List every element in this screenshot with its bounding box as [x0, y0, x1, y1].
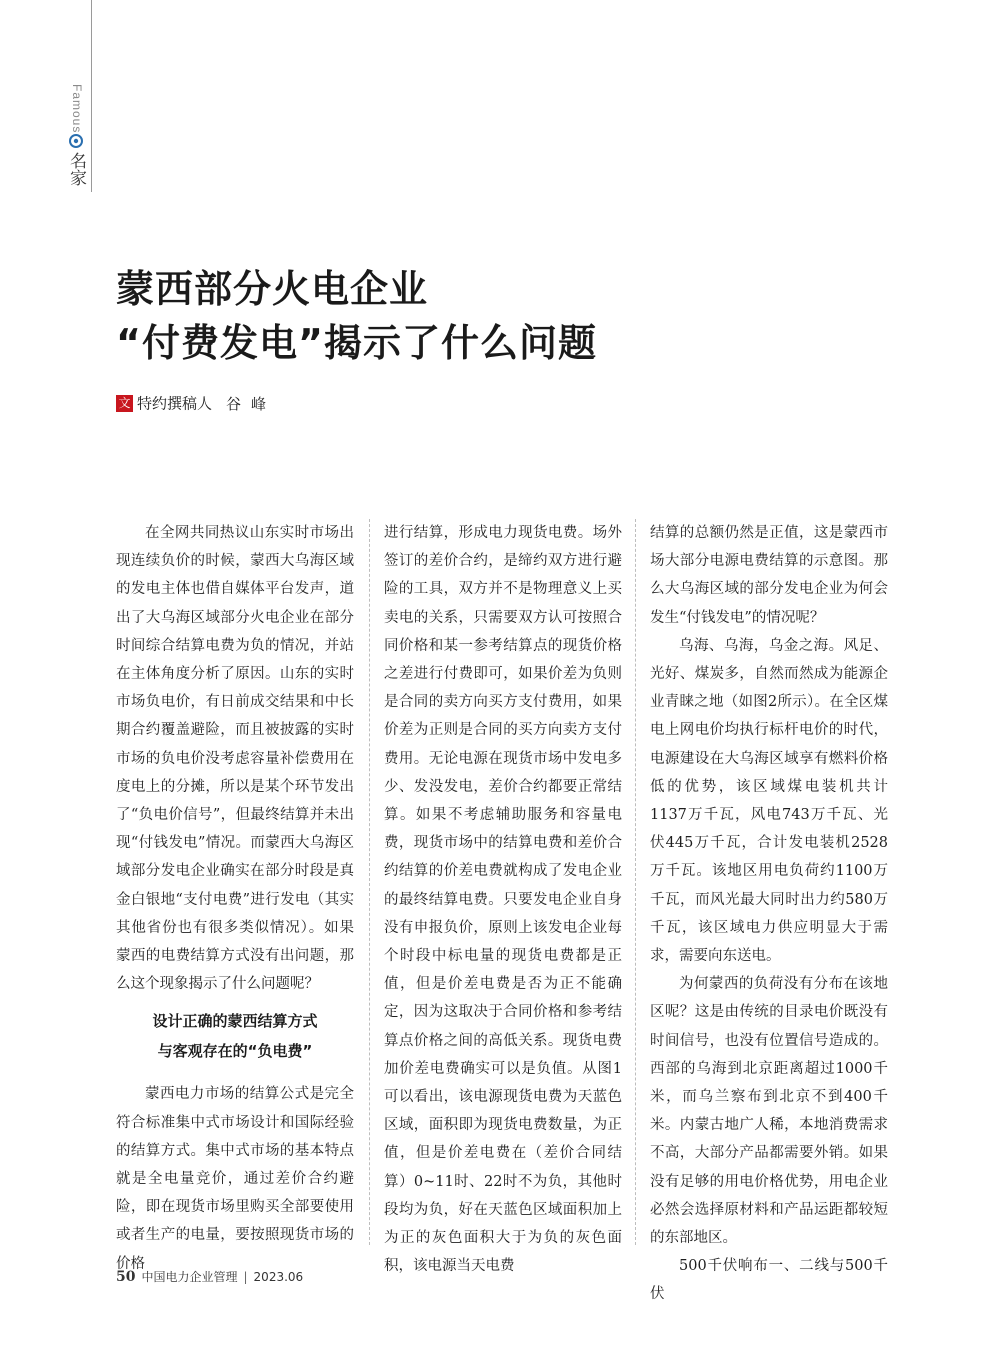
text-column-3	[650, 519, 888, 1309]
article-title	[116, 262, 597, 370]
text-column-2	[384, 519, 622, 1280]
sidebar-chinese-label: 名家	[66, 152, 86, 186]
article-title-line2: “付费发电”揭示了什么问题	[116, 321, 597, 365]
section-heading	[116, 1006, 354, 1066]
section-sidebar	[66, 78, 86, 198]
page-number: 50	[116, 1269, 136, 1285]
body-paragraph: 为何蒙西的负荷没有分布在该地区呢？这是由传统的目录电价既没有时间信号，也没有位置信号造成的。西部的乌海到北京距离超过1000千米，而乌兰察布到北京不到400千米。内蒙古地广人稀，本地消费需求不高，大部分产品都需要外销。如果没有足够的用电价格优势，用电企业必然会选择原材料和产品运距都较短的东部地区。	[650, 976, 888, 1247]
footer-separator: |	[243, 1270, 248, 1284]
section-logo-icon	[69, 134, 83, 148]
publication-name: 中国电力企业管理	[141, 1270, 238, 1284]
margin-rule	[91, 0, 92, 192]
section-heading-line2: 与客观存在的“负电费”	[157, 1042, 313, 1061]
byline-mark: 文	[116, 395, 133, 412]
text-column-1	[116, 519, 354, 1278]
sidebar-english-label: Famous	[70, 84, 84, 134]
byline-role: 特约撰稿人	[137, 394, 213, 413]
body-paragraph: 蒙西电力市场的结算公式是完全符合标准集中式市场设计和国际经验的结算方式。集中式市场的基本特点就是全电量竞价，通过差价合约避险，即在现货市场里购买全部要使用或者生产的电量，要按照现货市场的价格	[116, 1086, 354, 1272]
column-divider	[369, 519, 370, 1245]
issue-date: 2023.06	[253, 1270, 304, 1284]
body-paragraph: 在全网共同热议山东实时市场出现连续负价的时候，蒙西大乌海区域的发电主体也借自媒体平台发声，道出了大乌海区域部分火电企业在部分时间综合结算电费为负的情况，并站在主体角度分析了原因。山东的实时市场负电价，有日前成交结果和中长期合约覆盖避险，而且被披露的实时市场的负电价没考虑容量补偿费用在度电上的分摊，所以是某个环节发出了“负电价信号”，但最终结算并未出现“付钱发电”情况。而蒙西大乌海区域部分发电企业确实在部分时段是真金白银地“支付电费”进行发电（其实其他省份也有很多类似情况）。如果蒙西的电费结算方式没有出问题，那么这个现象揭示了什么问题呢？	[116, 525, 354, 993]
body-paragraph: 进行结算，形成电力现货电费。场外签订的差价合约，是缔约双方进行避险的工具，双方并不是物理意义上买卖电的关系，只需要双方认可按照合同价格和某一参考结算点的现货价格之差进行付费即可，如果价差为负则是合同的卖方向买方支付费用，如果价差为正则是合同的买方向卖方支付费用。无论电源在现货市场中发电多少、发没发电，差价合约都要正常结算。如果不考虑辅助服务和容量电费，现货市场中的结算电费和差价合约结算的价差电费就构成了发电企业的最终结算电费。只要发电企业自身没有申报负价，原则上该发电企业每个时段中标电量的现货电费都是正值，但是价差电费是否为正不能确定，因为这取决于合同价格和参考结算点价格之间的高低关系。现货电费加价差电费确实可以是负值。从图1可以看出，该电源现货电费为天蓝色区域，面积即为现货电费数量，为正值，但是价差电费在（差价合同结算）0~11时、22时不为负，其他时段均为负，好在天蓝色区域面积加上为正的灰色面积大于为负的灰色面积，该电源当天电费	[384, 525, 622, 1275]
article-title-line1: 蒙西部分火电企业	[116, 267, 429, 311]
page-footer	[116, 1268, 303, 1285]
byline-author: 谷峰	[226, 394, 277, 413]
section-heading-line1: 设计正确的蒙西结算方式	[152, 1012, 318, 1031]
body-paragraph: 结算的总额仍然是正值，这是蒙西市场大部分电源电费结算的示意图。那么大乌海区域的部分发电企业为何会发生“付钱发电”的情况呢？	[650, 525, 888, 626]
body-paragraph: 500千伏响布一、二线与500千伏	[650, 1258, 888, 1303]
byline	[116, 393, 276, 413]
column-divider	[635, 519, 636, 1245]
body-paragraph: 乌海、乌海，乌金之海。风足、光好、煤炭多，自然而然成为能源企业青睐之地（如图2所示）。在全区煤电上网电价均执行标杆电价的时代，电源建设在大乌海区域享有燃料价格低的优势，该区域煤电装机共计1137万千瓦，风电743万千瓦、光伏445万千瓦，合计发电装机2528万千瓦。该地区用电负荷约1100万千瓦，而风光最大同时出力约580万千瓦，该区域电力供应明显大于需求，需要向东送电。	[650, 637, 888, 965]
